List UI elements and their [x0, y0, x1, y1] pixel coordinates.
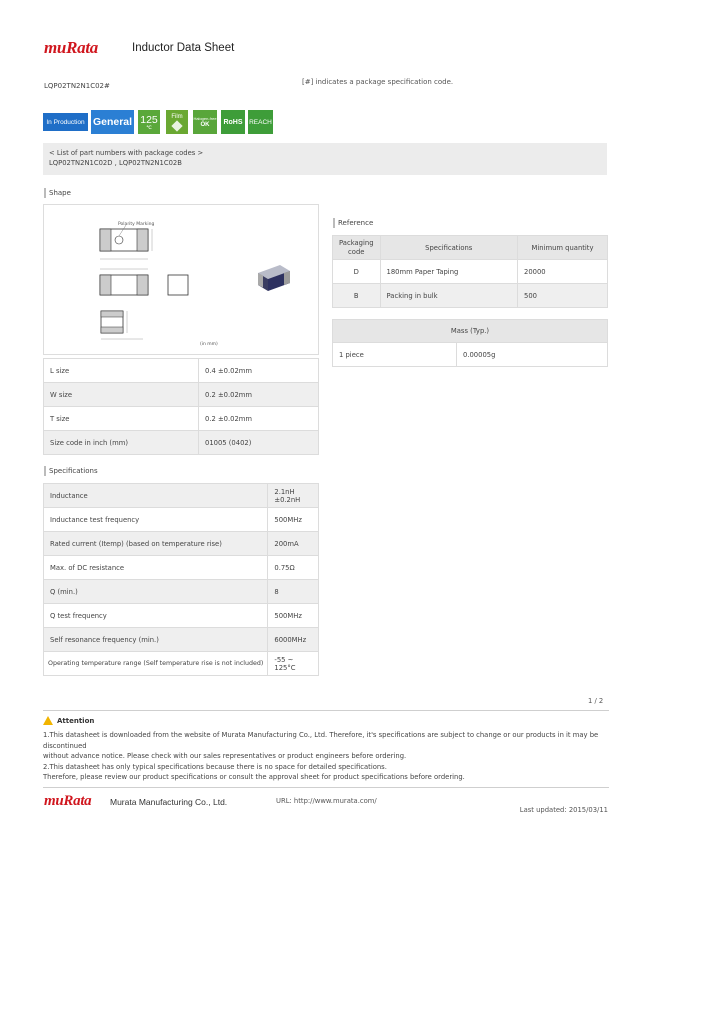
rohs-badge: RoHS — [221, 110, 245, 134]
spec-value: 500MHz — [268, 508, 319, 532]
end-view — [168, 275, 188, 295]
package-list-values: LQP02TN2N1C02D , LQP02TN2N1C02B — [49, 159, 182, 167]
film-icon — [171, 120, 182, 131]
spec-value: -55 ~ 125°C — [268, 652, 319, 676]
shape-value: 0.2 ±0.02mm — [199, 407, 319, 431]
table-header-row — [333, 236, 608, 260]
package-code-list — [43, 143, 607, 175]
divider — [43, 787, 609, 788]
spec-label: Self resonance frequency (min.) — [44, 628, 268, 652]
table-row — [44, 407, 319, 431]
table-row — [333, 284, 608, 308]
shape-label: L size — [44, 359, 199, 383]
temperature-unit: ℃ — [146, 124, 152, 131]
column-header: Minimum quantity — [518, 236, 608, 260]
attention-title: Attention — [57, 716, 95, 725]
column-header: Specifications — [380, 236, 517, 260]
film-label: Film — [171, 114, 183, 120]
last-updated: Last updated: 2015/03/11 — [519, 806, 608, 814]
table-row — [44, 359, 319, 383]
reference-table — [332, 235, 608, 308]
mass-header: Mass (Typ.) — [333, 320, 608, 343]
shape-label: T size — [44, 407, 199, 431]
spec-value: 200mA — [268, 532, 319, 556]
spec-value: 6000MHz — [268, 628, 319, 652]
reference-heading: Reference — [333, 218, 373, 228]
shape-label: W size — [44, 383, 199, 407]
spec-label: Q (min.) — [44, 580, 268, 604]
halogen-free-badge — [193, 110, 217, 134]
table-row — [44, 431, 319, 455]
package-qty: 500 — [518, 284, 608, 308]
spec-value: 500MHz — [268, 604, 319, 628]
murata-logo: muRata — [44, 38, 98, 57]
divider — [43, 710, 609, 711]
column-header: Packaging code — [333, 236, 381, 260]
shape-drawing — [43, 204, 319, 355]
spec-label: Rated current (Itemp) (based on temperature rise) — [44, 532, 268, 556]
attention-title-row — [43, 716, 609, 725]
specifications-heading: Specifications — [44, 466, 98, 476]
spec-label: Q test frequency — [44, 604, 268, 628]
shape-table — [43, 358, 319, 455]
attention-line: without advance notice. Please check with our sales representatives or product engineers before ordering. — [43, 752, 407, 760]
package-code: B — [333, 284, 381, 308]
table-row — [44, 628, 319, 652]
table-row — [44, 532, 319, 556]
footer-logo: muRata — [44, 793, 92, 809]
unit-label: (in mm) — [200, 342, 218, 347]
shape-value: 01005 (0402) — [199, 431, 319, 455]
shape-label: Size code in inch (mm) — [44, 431, 199, 455]
spec-label: Inductance — [44, 484, 268, 508]
attention-line: 2.This datasheet has only typical specifications because there is no space for detailed specifications. — [43, 762, 387, 771]
temperature-badge — [138, 110, 160, 134]
page-number: 1 / 2 — [588, 697, 604, 705]
specifications-table — [43, 483, 319, 676]
dimension-drawing — [44, 205, 318, 354]
table-header-row — [333, 320, 608, 343]
spec-value: 2.1nH ±0.2nH — [268, 484, 319, 508]
spec-label: Max. of DC resistance — [44, 556, 268, 580]
table-row — [44, 383, 319, 407]
mass-value: 0.00005g — [457, 343, 608, 367]
package-code-note: [#] indicates a package specification code. — [302, 78, 454, 86]
package-spec: 180mm Paper Taping — [380, 260, 517, 284]
mass-table — [332, 319, 608, 367]
attention-line: 1.This datasheet is downloaded from the website of Murata Manufacturing Co., Ltd. Therefore, it's specifications are subject to change or our products in it may be discontinued — [43, 731, 599, 750]
shape-value: 0.2 ±0.02mm — [199, 383, 319, 407]
mass-label: 1 piece — [333, 343, 457, 367]
polarity-label: Polarity Marking — [118, 222, 155, 227]
page-title: Inductor Data Sheet — [132, 42, 235, 54]
table-row — [44, 604, 319, 628]
warning-icon — [43, 716, 53, 725]
halogen-label: Halogen-free — [193, 116, 217, 121]
temperature-value: 125 — [140, 113, 158, 126]
general-badge: General — [91, 110, 134, 134]
product-photo — [258, 265, 290, 291]
film-badge — [166, 110, 188, 134]
shape-value: 0.4 ±0.02mm — [199, 359, 319, 383]
part-number: LQP02TN2N1C02# — [44, 82, 110, 90]
company-name: Murata Manufacturing Co., Ltd. — [110, 797, 228, 807]
table-row — [44, 484, 319, 508]
status-badge: In Production — [43, 113, 88, 131]
attention-notice — [43, 716, 609, 783]
spec-label: Inductance test frequency — [44, 508, 268, 532]
polarity-mark-icon — [115, 236, 123, 244]
table-row — [44, 556, 319, 580]
halogen-ok-label: OK — [200, 122, 210, 128]
table-row — [333, 260, 608, 284]
company-url[interactable]: URL: http://www.murata.com/ — [276, 797, 377, 805]
reach-badge: REACH — [248, 110, 273, 134]
table-row — [44, 652, 319, 676]
package-qty: 20000 — [518, 260, 608, 284]
spec-value: 8 — [268, 580, 319, 604]
table-row — [44, 580, 319, 604]
spec-label: Operating temperature range (Self temperature rise is not included) — [44, 652, 268, 676]
package-spec: Packing in bulk — [380, 284, 517, 308]
package-list-heading: < List of part numbers with package codes > — [49, 149, 204, 157]
package-code: D — [333, 260, 381, 284]
shape-heading: Shape — [44, 188, 71, 198]
table-row — [44, 508, 319, 532]
spec-value: 0.75Ω — [268, 556, 319, 580]
table-row — [333, 343, 608, 367]
attention-body — [43, 730, 609, 783]
attention-line: Therefore, please review our product specifications or consult the approval sheet for product specifications before ordering. — [43, 773, 465, 781]
